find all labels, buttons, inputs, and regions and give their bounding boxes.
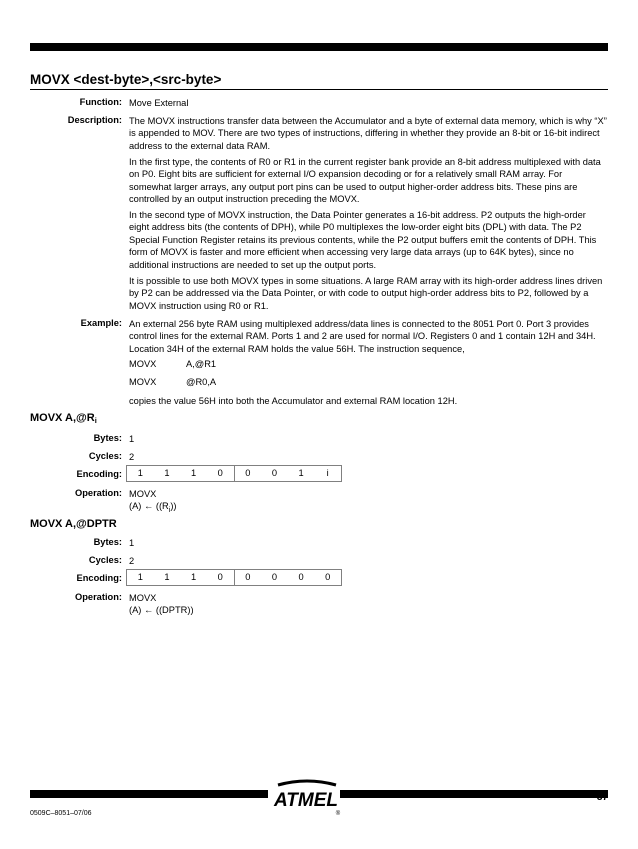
variant2-operation-label: Operation:	[74, 592, 122, 602]
variant2-operation-line-1: MOVX	[129, 593, 157, 603]
encoding-bit: 1	[190, 572, 197, 582]
operation-expression-end: ))	[170, 501, 177, 511]
variant1-title-text: MOVX A,@R	[30, 412, 95, 424]
description-label: Description:	[67, 115, 122, 125]
function-text: Move External	[129, 98, 189, 108]
encoding-low-nibble	[234, 466, 342, 481]
encoding-high-nibble	[127, 466, 234, 481]
encoding-bit: 1	[137, 468, 143, 478]
encoding-high-nibble	[127, 570, 234, 585]
description-text-3: In the second type of MOVX instruction, the Data Pointer generates a 16-bit address. P2 outputs the high-order eight address bits (the contents of DPH), while P0 multiplexes the low-order eight bits (DPL) with data. The P2 Special Function Register retains its previous contents, while the P2 output buffers emit the contents of DPH. This form of MOVX is faster and more efficient when accessing very large data arrays (up to 64K bytes), since no additional instructions are needed to set up the output ports.	[129, 210, 597, 270]
variant2-encoding-label: Encoding:	[76, 573, 122, 583]
code-args: A,@R1	[186, 359, 217, 369]
encoding-bit: 0	[271, 468, 278, 478]
example-after-text: copies the value 56H into both the Accumulator and external RAM location 12H.	[129, 396, 458, 406]
encoding-bit: 0	[298, 572, 304, 582]
encoding-bit: 1	[164, 468, 170, 478]
variant1-cycles-value: 2	[129, 452, 135, 462]
variant1-encoding-label: Encoding:	[76, 469, 122, 479]
encoding-bit: 1	[164, 572, 170, 582]
description-text-1: The MOVX instructions transfer data between the Accumulator and a byte of external data memory, which is why “X” is appended to MOV. There are two types of instructions, differing in whether they provide an 8-bit or 16-bit indirect address to the external data RAM.	[129, 116, 607, 151]
variant2-encoding-table	[126, 569, 342, 586]
top-rule-bar	[30, 43, 608, 51]
page-title: MOVX <dest-byte>,<src-byte>	[30, 72, 222, 87]
variant2-cycles-label: Cycles:	[88, 555, 122, 565]
variant2-operation-line-2: (A) ← ((DPTR))	[129, 605, 194, 615]
variant1-bytes-value: 1	[129, 434, 135, 444]
variant1-title-subscript: i	[94, 416, 97, 425]
operation-subscript: i	[168, 506, 171, 514]
encoding-bit: 1	[190, 468, 197, 478]
example-text: An external 256 byte RAM using multiplexed address/data lines is connected to the 8051 Port 0. Port 3 provides control lines for the external RAM. Ports 1 and 2 are used for normal I/O. Registers 0 and 1 contain 12H and 34H. Location 34H of the external RAM holds the value 56H. The instruction sequence,	[129, 319, 596, 354]
operation-expression: (A) ← ((R	[129, 501, 169, 511]
example-code-line-1	[129, 359, 216, 369]
encoding-bit: 0	[217, 572, 223, 582]
variant2-bytes-label: Bytes:	[93, 537, 122, 547]
code-op: MOVX	[129, 359, 157, 369]
description-paragraph-1	[129, 115, 607, 152]
description-paragraph-4	[129, 275, 607, 312]
encoding-bit: 0	[245, 572, 251, 582]
variant1-cycles-label: Cycles:	[88, 451, 122, 461]
example-code-line-2	[129, 377, 216, 387]
variant1-operation-line-2	[129, 500, 607, 517]
code-op: MOVX	[129, 377, 157, 387]
encoding-low-nibble	[234, 570, 342, 585]
encoding-bit: 0	[271, 572, 278, 582]
variant1-title	[30, 412, 97, 425]
encoding-bit: i	[326, 468, 329, 478]
title-underline	[30, 89, 608, 90]
page-number: 37	[596, 792, 608, 803]
variant2-cycles-value: 2	[129, 556, 135, 566]
footer-bar-left	[30, 790, 268, 798]
variant1-operation-label: Operation:	[74, 488, 122, 498]
document-id: 0509C–8051–07/06	[30, 810, 92, 817]
description-text-4: It is possible to use both MOVX types in some situations. A large RAM array with its high-order address lines driven by P2 can be addressed via the Data Pointer, or with code to output high-order address bits to P2, followed by a MOVX instruction using R0 or R1.	[129, 276, 603, 311]
description-paragraph-3	[129, 209, 607, 271]
example-label: Example:	[80, 318, 122, 328]
atmel-logo-icon	[272, 779, 342, 817]
logo-text: ATMEL	[273, 790, 339, 811]
code-args: @R0,A	[186, 377, 217, 387]
encoding-bit: 0	[217, 468, 223, 478]
variant2-bytes-value: 1	[129, 538, 135, 548]
encoding-bit: 1	[298, 468, 304, 478]
function-label: Function:	[79, 97, 122, 107]
encoding-bit: 0	[325, 572, 331, 582]
logo-registered: ®	[335, 811, 341, 817]
variant2-title: MOVX A,@DPTR	[30, 518, 117, 530]
description-text-2: In the first type, the contents of R0 or R1 in the current register bank provide an 8-bit address multiplexed with data on P0. Eight bits are sufficient for external I/O expansion decoding or for a relatively small RAM array. For somewhat larger arrays, any output port pins can be used to output higher-order address bits. These pins are controlled by an output instruction preceding the MOVX.	[129, 157, 601, 205]
encoding-bit: 1	[137, 572, 143, 582]
variant1-operation-line-1: MOVX	[129, 489, 157, 499]
variant1-bytes-label: Bytes:	[93, 433, 122, 443]
encoding-bit: 0	[245, 468, 251, 478]
variant1-encoding-table	[126, 465, 342, 482]
description-paragraph-2	[129, 156, 607, 206]
